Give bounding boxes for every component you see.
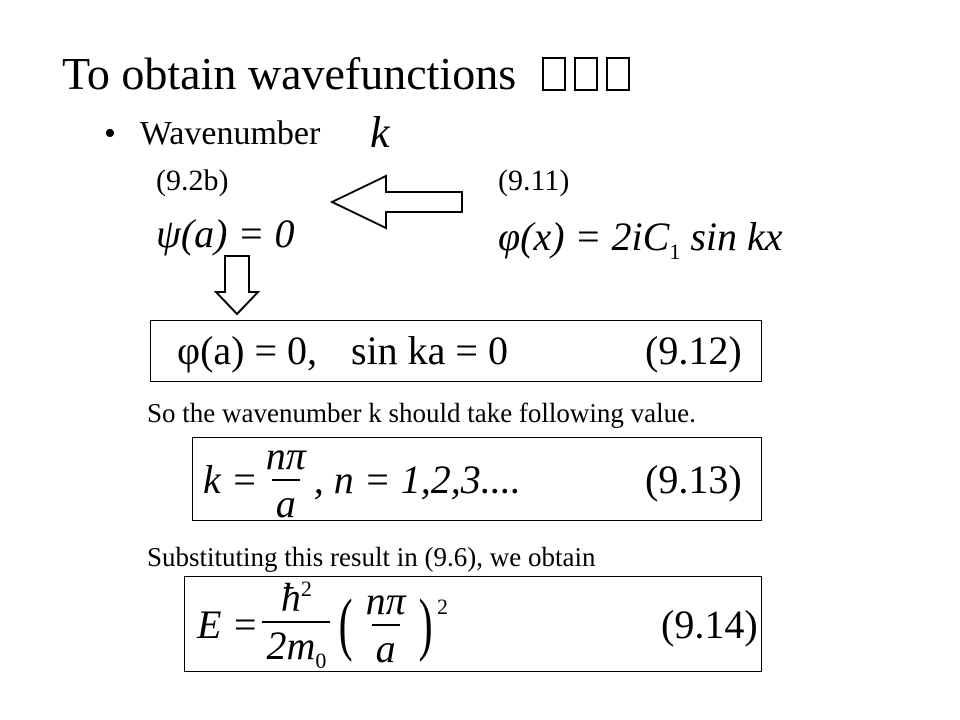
eq-9-14 [197,574,448,673]
eq-9-14-label: (9.14) [661,602,758,647]
fraction-numerator: nπ [265,433,306,478]
missing-glyph-icon [574,57,598,91]
outer-exponent: 2 [437,594,448,619]
hbar-symbol: ħ [280,574,301,620]
eq-9-11-lhs: φ(x) = 2iC [498,214,670,259]
eq-9-2b-label: (9.2b) [156,164,229,197]
bullet-variable: k [370,108,390,157]
eq-9-13-box [192,433,762,526]
eq-9-13-label: (9.13) [645,457,742,502]
eq-9-11 [498,213,783,276]
fraction [262,566,330,683]
eq-9-12-box [150,320,762,382]
eq-9-12-mid: sin ka = 0 [351,328,508,373]
eq-9-11-label: (9.11) [498,164,570,197]
right-paren: ) [418,586,433,663]
eq-9-11-rhs: sin kx [680,214,783,259]
eq-9-12-left: φ(a) = 0, [177,328,318,373]
slide-title [62,44,638,104]
bullet-item [104,112,320,156]
missing-glyph-icon [542,57,566,91]
fraction-denominator: a [272,479,300,527]
subscript: 0 [315,647,327,673]
missing-glyph-icon [606,57,630,91]
fraction-denominator: a [372,624,400,672]
exponent: 2 [300,576,312,602]
fraction-numerator [277,566,316,620]
mass-symbol: 2m [266,622,316,668]
bullet-label: Wavenumber [139,115,321,152]
down-arrow-icon [214,254,260,316]
fraction [262,433,310,527]
eq-9-13-k: k = [203,457,258,502]
eq-9-12-label: (9.12) [645,328,742,373]
bullet-icon: • [104,115,116,152]
eq-9-13-tail: , n = 1,2,3.... [313,457,521,502]
eq-9-11-sub: 1 [669,239,681,264]
eq-9-2b [156,210,294,258]
left-paren: ( [338,586,353,663]
fraction-numerator: nπ [365,578,406,623]
title-text: To obtain wavefunctions [62,48,517,99]
eq-9-14-box [184,576,762,672]
body-text-2: Substituting this result in (9.6), we obtain [147,542,596,572]
fraction [362,578,410,672]
body-text-1: So the wavenumber k should take following value. [147,398,696,428]
eq-9-14-E: E = [197,602,259,647]
left-arrow-icon [330,172,466,232]
missing-glyph-boxes [542,44,638,104]
fraction-denominator [262,621,330,684]
eq-9-13 [203,432,521,528]
eq-9-2b-lhs: ψ(a) = 0 [156,211,295,256]
